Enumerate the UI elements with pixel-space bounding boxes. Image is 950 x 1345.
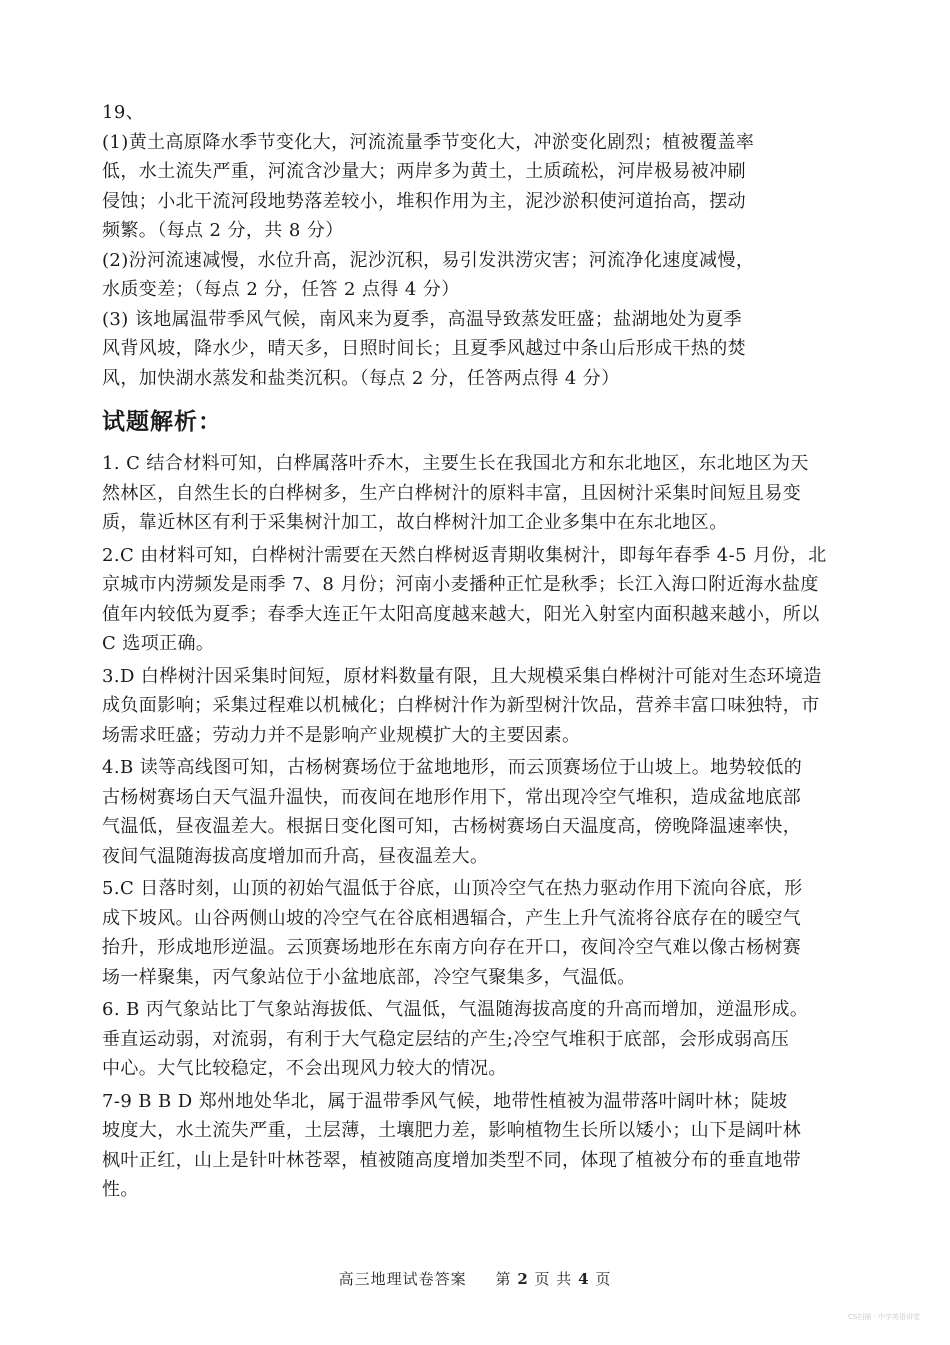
analysis-item-2 xyxy=(102,541,854,659)
analysis-line: 枫叶正红，山上是针叶林苍翠，植被随高度增加类型不同，体现了植被分布的垂直地带 xyxy=(102,1149,802,1171)
analysis-line: 质，靠近林区有利于采集树汁加工，故白桦树汁加工企业多集中在东北地区。 xyxy=(102,512,728,533)
analysis-line: C 选项正确。 xyxy=(102,633,215,654)
footer-page-current: 2 xyxy=(517,1270,529,1288)
analysis-line: 中心。大气比较稳定，不会出现风力较大的情况。 xyxy=(102,1058,507,1079)
answer-line: 低，水土流失严重，河流含沙量大；两岸多为黄土，土质疏松，河岸极易被冲刷 xyxy=(102,161,746,182)
answer-19-3 xyxy=(102,305,854,394)
analysis-item-6 xyxy=(102,995,854,1084)
answer-line: (1)黄土高原降水季节变化大，河流流量季节变化大，冲淤变化剧烈；植被覆盖率 xyxy=(102,131,755,153)
analysis-line: 4.B 读等高线图可知，古杨树赛场位于盆地地形，而云顶赛场位于山坡上。地势较低的 xyxy=(102,757,803,778)
analysis-item-3 xyxy=(102,662,854,751)
analysis-line: 值年内较低为夏季；春季大连正午太阳高度越来越大，阳光入射室内面积越来越小，所以 xyxy=(102,603,820,625)
question-number: 19、 xyxy=(102,102,145,123)
footer-title: 高三地理试卷答案 xyxy=(338,1270,467,1288)
analysis-item-5 xyxy=(102,874,854,992)
footer-page-mid: 页 共 xyxy=(534,1270,573,1288)
answer-line: 频繁。（每点 2 分，共 8 分） xyxy=(102,220,344,241)
analysis-line: 5.C 日落时刻，山顶的初始气温低于谷底，山顶冷空气在热力驱动作用下流向谷底，形 xyxy=(102,878,803,899)
answer-19-1 xyxy=(102,128,854,246)
analysis-item-4 xyxy=(102,753,854,871)
analysis-line: 场一样聚集，丙气象站位于小盆地底部，冷空气聚集多，气温低。 xyxy=(102,966,636,988)
footer-page-prefix: 第 xyxy=(495,1270,512,1288)
analysis-line: 抬升，形成地形逆温。云顶赛场地形在东南方向存在开口，夜间冷空气难以像古杨树赛 xyxy=(102,937,802,958)
analysis-line: 6. B 丙气象站比丁气象站海拔低、气温低，气温随海拔高度的升高而增加，逆温形成。 xyxy=(102,999,809,1020)
analysis-line: 成负面影响；采集过程难以机械化；白桦树汁作为新型树汁饮品，营养丰富口味独特，市 xyxy=(102,695,820,716)
answer-line: (2)汾河流速减慢，水位升高，泥沙沉积，易引发洪涝灾害；河流净化速度减慢， xyxy=(102,249,755,271)
analysis-line: 气温低，昼夜温差大。根据日变化图可知，古杨树赛场白天温度高，傍晚降温速率快， xyxy=(102,816,802,837)
answer-line: (3) 该地属温带季风气候，南风来为夏季，高温导致蒸发旺盛；盐湖地处为夏季 xyxy=(102,308,743,330)
analysis-line: 性。 xyxy=(102,1179,139,1200)
page-content xyxy=(102,98,854,1205)
analysis-item-7-9 xyxy=(102,1087,854,1205)
analysis-line: 3.D 白桦树汁因采集时间短，原材料数量有限，且大规模采集白桦树汁可能对生态环境造 xyxy=(102,665,822,687)
analysis-line: 1. C 结合材料可知，白桦属落叶乔木，主要生长在我国北方和东北地区，东北地区为天 xyxy=(102,453,809,474)
footer-page-suffix: 页 xyxy=(595,1270,612,1288)
analysis-line: 成下坡风。山谷两侧山坡的冷空气在谷底相遇辐合，产生上升气流将谷底存在的暖空气 xyxy=(102,907,802,929)
answer-line: 风，加快湖水蒸发和盐类沉积。（每点 2 分，任答两点得 4 分） xyxy=(102,367,620,389)
scanner-watermark: CS扫描 · 中学英语讲堂 xyxy=(847,1313,920,1321)
analysis-line: 垂直运动弱，对流弱，有利于大气稳定层结的产生;冷空气堆积于底部，会形成弱高压 xyxy=(102,1028,790,1050)
analysis-line: 7-9 B B D 郑州地处华北，属于温带季风气候，地带性植被为温带落叶阔叶林；陡坡 xyxy=(102,1090,788,1112)
answer-line: 风背风坡，降水少，晴天多，日照时间长；且夏季风越过中条山后形成干热的焚 xyxy=(102,338,746,359)
analysis-line: 2.C 由材料可知，白桦树汁需要在天然白桦树返青期收集树汁，即每年春季 4-5 月份，北 xyxy=(102,544,827,566)
answer-19-2 xyxy=(102,246,854,305)
analysis-line: 场需求旺盛；劳动力并不是影响产业规模扩大的主要因素。 xyxy=(102,724,581,746)
answer-line: 水质变差；（每点 2 分，任答 2 点得 4 分） xyxy=(102,279,460,300)
analysis-line: 古杨树赛场白天气温升温快，而夜间在地形作用下，常出现冷空气堆积，造成盆地底部 xyxy=(102,786,802,808)
analysis-item-1 xyxy=(102,449,854,538)
analysis-line: 坡度大，水土流失严重，土层薄，土壤肥力差，影响植物生长所以矮小；山下是阔叶林 xyxy=(102,1120,802,1141)
analysis-line: 京城市内涝频发是雨季 7、8 月份；河南小麦播种正忙是秋季；长江入海口附近海水盐度 xyxy=(102,574,819,595)
analysis-heading: 试题解析： xyxy=(102,409,222,435)
analysis-line: 夜间气温随海拔高度增加而升高，昼夜温差大。 xyxy=(102,845,489,867)
answer-line: 侵蚀；小北干流河段地势落差较小，堆积作用为主，泥沙淤积使河道抬高，摆动 xyxy=(102,190,746,212)
footer-page-total: 4 xyxy=(578,1270,590,1288)
analysis-line: 然林区，自然生长的白桦树多，生产白桦树汁的原料丰富，且因树汁采集时间短且易变 xyxy=(102,482,802,504)
page-footer xyxy=(0,1268,950,1289)
